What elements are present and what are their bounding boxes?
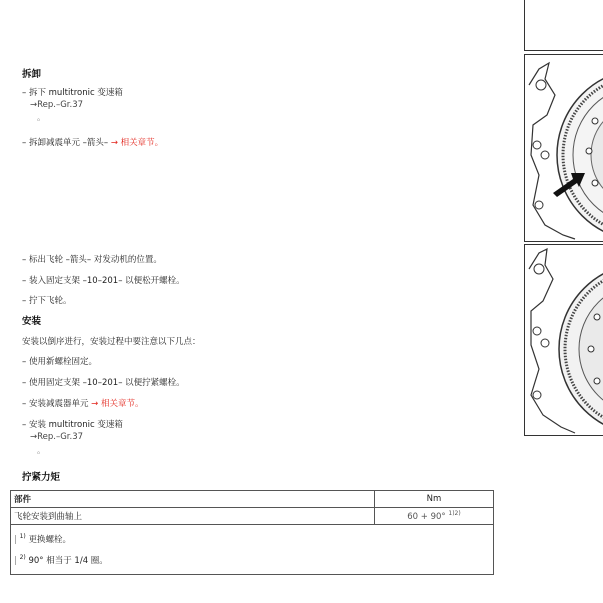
footnote-2-text: 90° 相当于 1/4 圈。 [28,555,108,566]
removal-step-2-link[interactable]: → 相关章节。 [110,138,164,148]
row-value [375,508,494,525]
figure-top [524,0,603,51]
row-part: 飞轮安装到曲轴上 [11,508,375,525]
footnote-2: | $^{2)}$ 90° 相当于 1/4 圈。 [14,553,108,566]
footnote-1-num: 1) [19,533,26,540]
removal-step-4: – 装入固定支架 –10–201– 以便松开螺栓。 [22,276,185,286]
col-part-header: 部件 [11,491,375,508]
installation-heading: 安装 [22,316,42,327]
figure-flywheel-arrow [524,54,603,242]
flywheel-illustration [525,245,603,435]
installation-step-4-ref[interactable]: →Rep.–Gr.37 [30,432,84,442]
col-nm-header: Nm [375,491,494,508]
removal-step-1: – 拆下 multitronic 变速箱 [22,88,123,98]
installation-step-4: – 安装 multitronic 变速箱 [22,420,123,430]
footnotes-cell [11,525,494,575]
torque-table-header [11,491,494,508]
torque-heading: 拧紧力矩 [22,472,61,483]
installation-step-3-text: – 安装减震器单元 [22,399,89,409]
footnote-2-num: 2) [19,553,26,561]
flywheel-arrow-illustration [525,55,603,241]
installation-intro: 安装以倒序进行，安装过程中要注意以下几点： [22,337,201,347]
removal-step-2 [22,136,163,148]
installation-step-2: – 使用固定支架 –10–201– 以便拧紧螺栓。 [22,378,185,388]
installation-step-3 [22,397,143,409]
installation-step-4-bullet: ◦ [36,449,42,459]
footnote-1: | $^{1)}$ 更换螺栓。 [14,533,71,545]
footnote-1-text: 更换螺栓。 [28,534,71,545]
figure-flywheel [524,244,603,436]
removal-heading: 拆卸 [22,69,42,80]
removal-step-1-ref[interactable]: →Rep.–Gr.37 [30,100,84,110]
installation-step-3-link[interactable]: → 相关章节。 [91,399,144,409]
row-value-text: 60 + 90° [407,511,446,522]
removal-step-3: – 标出飞轮 –箭头– 对发动机的位置。 [22,255,162,265]
removal-step-2-text: – 拆卸减震单元 –箭头– [22,138,109,148]
removal-step-1-bullet: ◦ [36,116,42,126]
footnotes-row [11,525,494,575]
torque-table [10,490,494,575]
removal-step-5: – 拧下飞轮。 [22,296,72,306]
installation-step-1: – 使用新螺栓固定。 [22,357,97,367]
row-value-footnote: 1)2) [448,510,461,518]
table-row [11,508,494,525]
